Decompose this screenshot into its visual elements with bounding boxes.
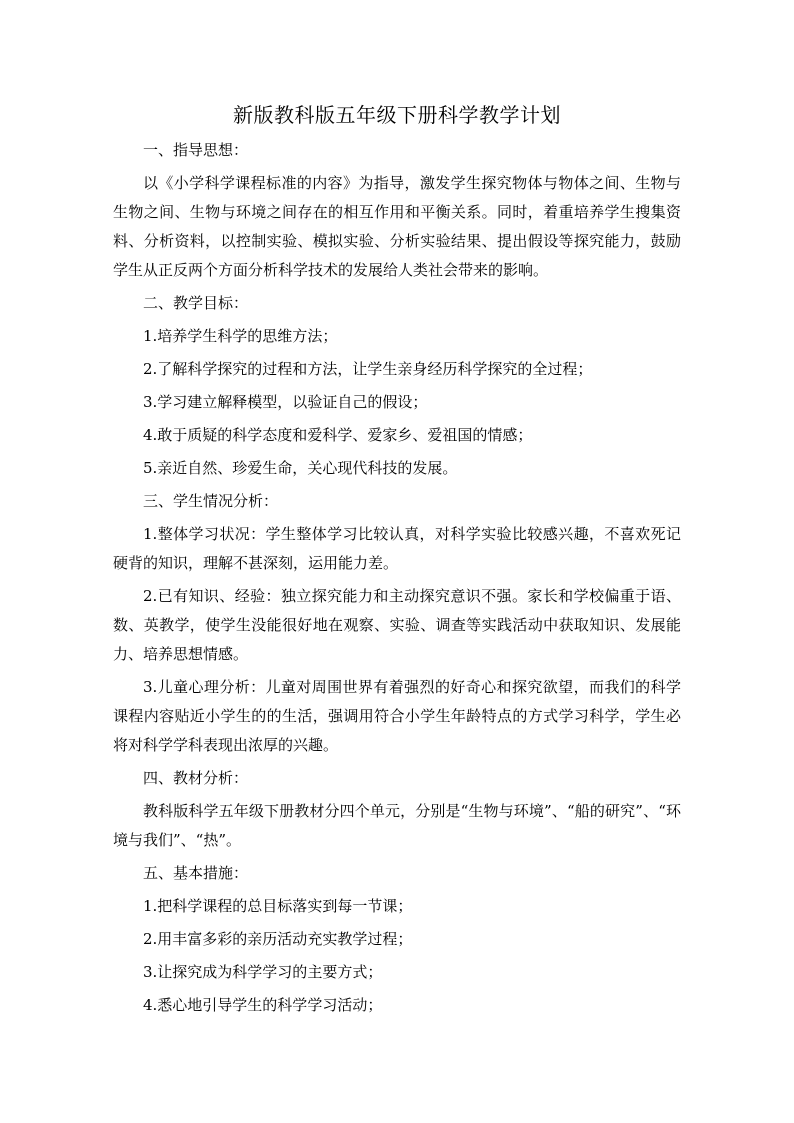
section-5-item-3: 3.让探究成为科学学习的主要方式；	[143, 963, 383, 981]
section-2-heading: 二、教学目标：	[143, 294, 249, 312]
section-5-item-1: 1.把科学课程的总目标落实到每一节课；	[143, 897, 413, 915]
section-1-heading: 一、指导思想：	[143, 141, 249, 159]
section-3-heading: 三、学生情况分析：	[143, 492, 279, 510]
section-5-heading: 五、基本措施：	[143, 864, 249, 882]
document-title: 新版教科版五年级下册科学教学计划	[233, 103, 561, 127]
section-3-item-2: 2.已有知识、经验：独立探究能力和主动探究意识不强。家长和学校偏重于语、数、英教学，使学生没能很好地在观察、实验、调查等实践活动中获取知识、发展能力、培养思想情感。	[113, 587, 681, 663]
section-2-item-2: 2.了解科学探究的过程和方法，让学生亲身经历科学探究的全过程；	[143, 360, 593, 378]
section-3-item-1: 1.整体学习状况：学生整体学习比较认真，对科学实验比较感兴趣，不喜欢死记硬背的知识，理解不甚深刻，运用能力差。	[113, 525, 681, 572]
section-5-item-2: 2.用丰富多彩的亲历活动充实教学过程；	[143, 930, 413, 948]
section-1-paragraph-1: 以《小学科学课程标准的内容》为指导，激发学生探究物体与物体之间、生物与生物之间、生物与环境之间存在的相互作用和平衡关系。同时，着重培养学生搜集资料、分析资料，以控制实验、模拟实验、分析实验结果、提出假设等探究能力，鼓励学生从正反两个方面分析科学技术的发展给人类社会带来的影响。	[113, 174, 681, 279]
section-5-item-4: 4.悉心地引导学生的科学学习活动；	[143, 996, 383, 1014]
section-2-item-4: 4.敢于质疑的科学态度和爱科学、爱家乡、爱祖国的情感；	[143, 426, 533, 444]
section-2-item-5: 5.亲近自然、珍爱生命，关心现代科技的发展。	[143, 459, 458, 477]
section-4-heading: 四、教材分析：	[143, 769, 249, 787]
section-3-item-3: 3.儿童心理分析：儿童对周围世界有着强烈的好奇心和探究欲望，而我们的科学课程内容贴近小学生的的生活，强调用符合小学生年龄特点的方式学习科学，学生必将对科学学科表现出浓厚的兴趣。	[113, 678, 681, 754]
section-4-paragraph-1: 教科版科学五年级下册教材分四个单元，分别是“生物与环境”、“船的研究”、“环境与我们”、“热”。	[113, 802, 681, 849]
section-2-item-1: 1.培养学生科学的思维方法；	[143, 327, 338, 345]
section-2-item-3: 3.学习建立解释模型，以验证自己的假设；	[143, 393, 428, 411]
